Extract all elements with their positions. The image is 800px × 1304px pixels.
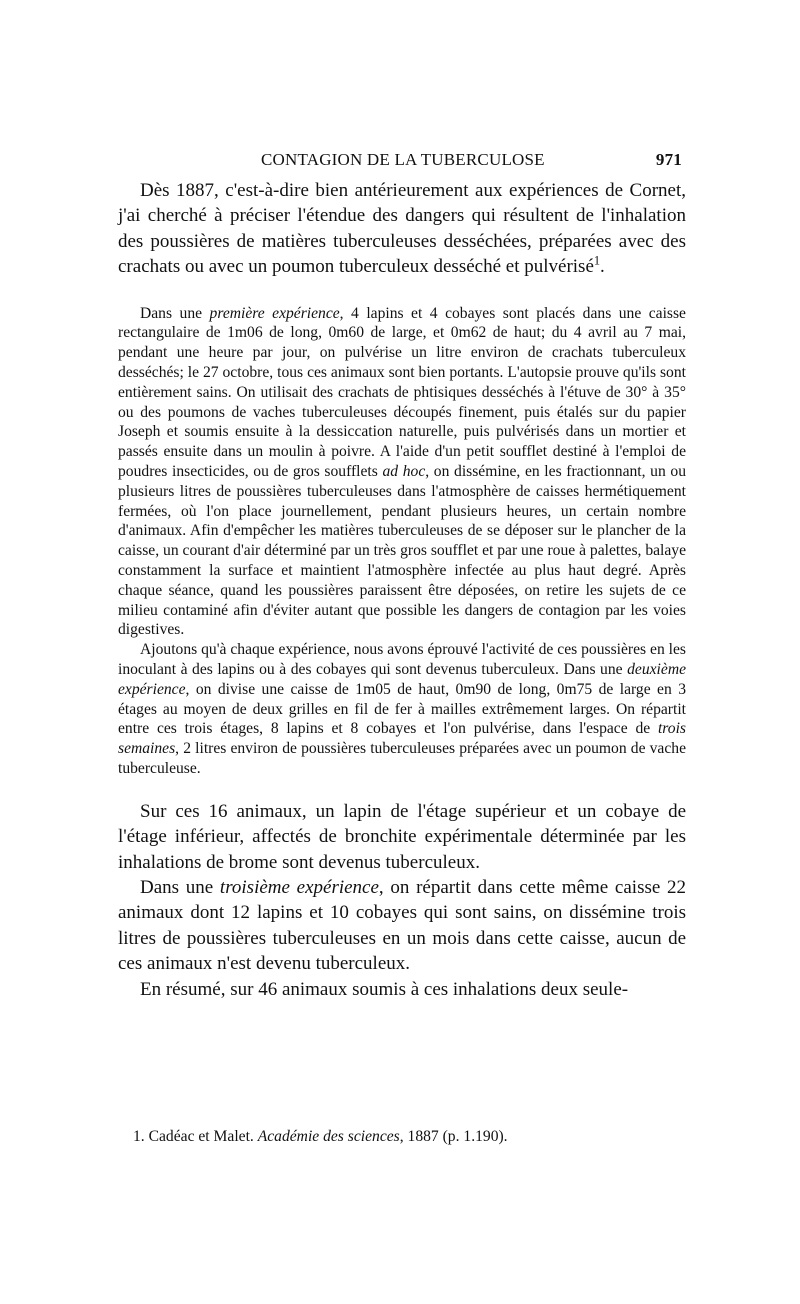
running-header — [118, 150, 686, 178]
page-number: 971 — [655, 150, 682, 169]
p3-mid: , on divise une caisse de 1m05 de haut, 0m90 de long, 0m75 de large en 3 étages au moyen de deux grilles en fil de fer à mailles extrêmement larges. On répartit entre ces trois étages, 8 lapins et 8 cobayes et l'on pulvérise, dans l'espace de — [118, 680, 686, 738]
paragraph-intro-text: Dès 1887, c'est-à-dire bien antérieurement aux expériences de Cornet, j'ai cherché à préciser l'étendue des dangers qui résultent de l'inhalation des poussières de matières tuberculeuses desséchées, préparées avec des crachats ou avec un poumon tuberculeux desséché et pulvérisé — [118, 180, 686, 278]
paragraph-first-experiment — [118, 304, 686, 641]
paragraph-intro-end: . — [600, 256, 605, 278]
p5-post: , on répartit dans cette même caisse 22 animaux dont 12 lapins et 10 cobayes qui sont sains, on dissémine trois litres de poussières tuberculeuses en un mois dans cette caisse, aucun de ces animaux n'est devenu tuberculeux. — [118, 876, 687, 975]
p4-text: Sur ces 16 animaux, un lapin de l'étage supérieur et un cobaye de l'étage inférieur, affectés de bronchite expérimentale déterminée par les inhalations de brome sont devenus tuberculeux. — [118, 800, 686, 873]
p3-pre: Ajoutons qu'à chaque expérience, nous avons éprouvé l'activité de ces poussières en les inoculant à des lapins ou à des cobayes qui sont devenus tuberculeux. Dans une — [118, 641, 686, 678]
footnote-authors: Cadéac et Malet. — [144, 1128, 258, 1145]
p2-text: , 4 lapins et 4 cobayes sont placés dans une caisse rectangulaire de 1m06 de long, 0m60 de large, et 0m62 de haut; du 4 avril au 7 mai, pendant une heure par jour, on pulvérise un litre environ de crachats tuberculeux desséchés; le 27 octobre, tous ces animaux sont bien portants. L'autopsie prouve qu'ils sont entièrement sains. On utilisait des crachats de phtisiques desséchés à l'étuve de 30° à 35° ou des poumons de vaches tuberculeuses découpés finement, puis étalés sur du papier Joseph et soumis ensuite à la dessiccation naturelle, puis pulvérisés dans un mortier et passés ensuite dans un moulin à poivre. A l'aide d'un petit soufflet destiné à l'emploi de poudres insecticides, ou de gros soufflets — [118, 304, 686, 480]
paragraph-second-experiment — [118, 640, 686, 779]
p2-pre: Dans une — [140, 304, 210, 322]
footnote — [118, 1127, 508, 1147]
p5-pre: Dans une — [140, 876, 220, 898]
p6-text: En résumé, sur 46 animaux soumis à ces inhalations deux seule- — [140, 978, 629, 1000]
footnote-citation: , 1887 (p. 1.190). — [399, 1128, 508, 1145]
p2-emphasis-2: ad hoc — [382, 463, 426, 480]
p2-text-2: , on dissémine, en les fractionnant, un ou plusieurs litres de poussières tuberculeuses dans l'atmosphère de caisses hermétiquement fermées, où l'on place journellement, pendant plusieurs heures, un certain nombre d'animaux. Afin d'empêcher les matières tuberculeuses de se déposer sur le plancher de la caisse, un courant d'air déterminé par un très gros soufflet et par une roue à palettes, balaye constamment la surface et maintient l'atmosphère infectée au plus haut degré. Après chaque séance, quand les poussières paraissent être déposées, on retire les sujets de ce milieu contaminé afin d'éviter autant que possible les dangers de contagion par les voies digestives. — [118, 463, 687, 639]
paragraph-third-experiment — [118, 875, 686, 977]
footnote-journal: Académie des sciences — [257, 1128, 400, 1145]
footnote-ref[interactable]: 1 — [593, 253, 601, 268]
footnote-number: 1. — [133, 1128, 145, 1145]
paragraph-summary — [118, 977, 686, 1002]
document-page — [118, 150, 687, 1145]
p5-emphasis: troisième expérience — [219, 876, 379, 898]
p3-post: , 2 litres environ de poussières tuberculeuses préparées avec un poumon de vache tuberculeuse. — [118, 740, 686, 777]
p3-emphasis: deuxième expérience — [118, 660, 686, 698]
paragraph-results — [118, 799, 686, 875]
running-title: CONTAGION DE LA TUBERCULOSE — [261, 150, 545, 169]
p3-emphasis-2: trois semaines — [118, 720, 686, 758]
paragraph-intro — [118, 178, 686, 280]
p2-emphasis: première expérience — [209, 304, 340, 322]
